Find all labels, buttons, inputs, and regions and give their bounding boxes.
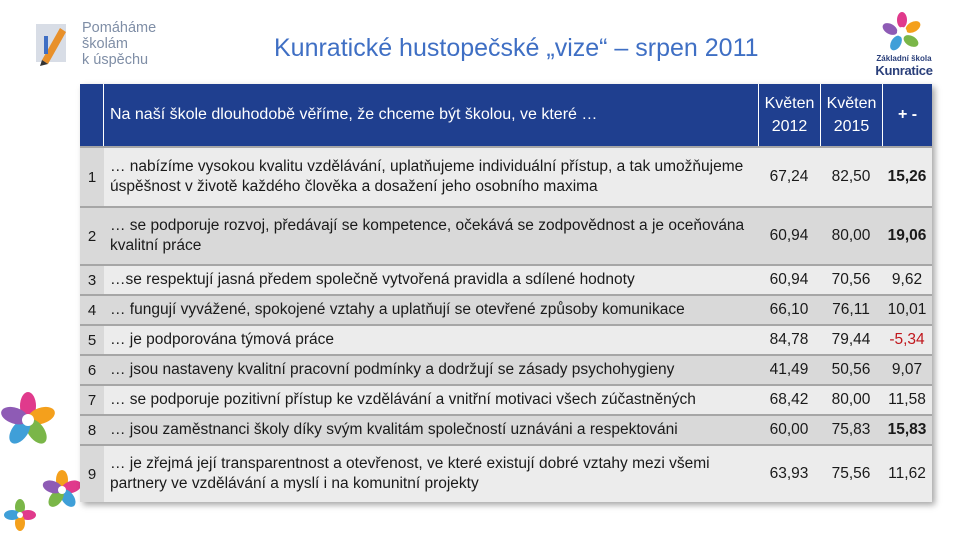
row-num: 7 — [80, 386, 104, 414]
row-value-diff: 9,62 — [882, 266, 932, 294]
row-num: 6 — [80, 356, 104, 384]
row-value-diff: 15,26 — [882, 148, 932, 206]
table-row — [80, 296, 932, 324]
row-value-diff: 19,06 — [882, 208, 932, 264]
logo-left-line-1: Pomáháme — [82, 20, 157, 36]
row-value-diff: 9,07 — [882, 356, 932, 384]
table-row — [80, 326, 932, 354]
table-row — [80, 416, 932, 444]
row-value-diff: 15,83 — [882, 416, 932, 444]
row-num: 9 — [80, 446, 104, 502]
logo-right-line-2: Kunratice — [875, 63, 933, 78]
row-value-2012: 63,93 — [758, 446, 820, 502]
table-row — [80, 266, 932, 294]
header-col-2015 — [820, 84, 882, 146]
row-num: 2 — [80, 208, 104, 264]
row-value-2015: 75,83 — [820, 416, 882, 444]
row-text: … nabízíme vysokou kvalitu vzdělávání, uplatňujeme individuální přístup, a tak umožňujeme úspěšnost v životě každého člověka a dosažení jeho osobního maxima — [104, 148, 758, 206]
page-title: Kunratické hustopečské „vize“ – srpen 2011 — [274, 34, 759, 62]
row-value-2015: 79,44 — [820, 326, 882, 354]
header-col-2015-month: Květen — [826, 95, 877, 112]
row-value-2012: 68,42 — [758, 386, 820, 414]
logo-left-text — [82, 20, 156, 68]
decorative-flowers-icon — [0, 380, 90, 540]
row-text: … se podporuje rozvoj, předávají se kompetence, očekává se zodpovědnost a je oceňována kvalitní práce — [104, 208, 758, 264]
row-value-2015: 80,00 — [820, 386, 882, 414]
row-value-diff: 11,62 — [882, 446, 932, 502]
table-header-row — [80, 84, 932, 146]
header-col-diff: + - — [882, 84, 932, 146]
row-text: … jsou nastaveny kvalitní pracovní podmínky a dodržují se zásady psychohygieny — [104, 356, 758, 384]
logo-left-line-3: k úspěchu — [82, 52, 149, 68]
flower-logo-icon — [882, 12, 922, 52]
pencil-logo-icon — [34, 20, 76, 66]
table-row — [80, 356, 932, 384]
logo-zs-kunratice — [868, 12, 940, 78]
row-value-2012: 60,94 — [758, 208, 820, 264]
vision-results-table — [80, 84, 932, 502]
row-value-2015: 70,56 — [820, 266, 882, 294]
header-num-cell — [80, 84, 104, 146]
row-num: 5 — [80, 326, 104, 354]
row-num: 3 — [80, 266, 104, 294]
row-text: … jsou zaměstnanci školy díky svým kvalitám společností uznáváni a respektováni — [104, 416, 758, 444]
row-value-2012: 60,00 — [758, 416, 820, 444]
row-text: … fungují vyvážené, spokojené vztahy a uplatňují se otevřené způsoby komunikace — [104, 296, 758, 324]
row-text: … se podporuje pozitivní přístup ke vzdělávání a vnitřní motivaci všech zúčastněných — [104, 386, 758, 414]
row-value-2015: 76,11 — [820, 296, 882, 324]
table-heading: Na naší škole dlouhodobě věříme, že chceme být školou, ve které … — [104, 84, 758, 146]
row-value-diff: 11,58 — [882, 386, 932, 414]
header-col-2012-year: 2012 — [771, 118, 808, 135]
header-col-2012 — [758, 84, 820, 146]
header-col-2012-month: Květen — [764, 95, 815, 112]
row-text: … je podporována týmová práce — [104, 326, 758, 354]
table-row — [80, 386, 932, 414]
row-value-2012: 60,94 — [758, 266, 820, 294]
header-col-2015-year: 2015 — [833, 118, 870, 135]
table-row — [80, 148, 932, 206]
row-num: 1 — [80, 148, 104, 206]
row-value-2015: 82,50 — [820, 148, 882, 206]
row-value-2015: 80,00 — [820, 208, 882, 264]
row-value-2012: 84,78 — [758, 326, 820, 354]
table-row — [80, 446, 932, 502]
row-num: 8 — [80, 416, 104, 444]
logo-pomahame-skolam — [34, 20, 184, 70]
table-row — [80, 208, 932, 264]
row-value-diff: -5,34 — [882, 326, 932, 354]
row-value-2012: 41,49 — [758, 356, 820, 384]
row-num: 4 — [80, 296, 104, 324]
row-value-2012: 66,10 — [758, 296, 820, 324]
row-value-2012: 67,24 — [758, 148, 820, 206]
row-value-2015: 50,56 — [820, 356, 882, 384]
logo-left-line-2: školám — [82, 36, 128, 52]
row-value-2015: 75,56 — [820, 446, 882, 502]
row-text: …se respektují jasná předem společně vytvořená pravidla a sdílené hodnoty — [104, 266, 758, 294]
row-text: … je zřejmá její transparentnost a otevřenost, ve které existují dobré vztahy mezi všemi partnery ve vzdělávání a myslí i na komunitní projekty — [104, 446, 758, 502]
logo-right-line-1: Základní škola — [876, 54, 932, 63]
row-value-diff: 10,01 — [882, 296, 932, 324]
